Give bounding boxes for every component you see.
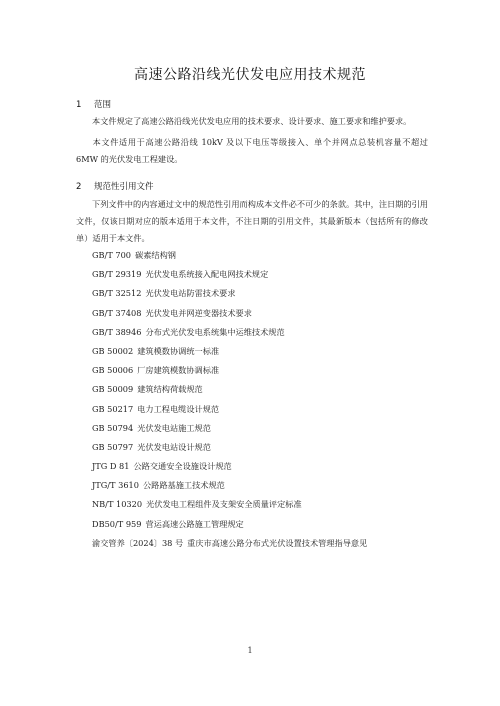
reference-list [92, 246, 367, 553]
list-item [92, 515, 367, 534]
reference-code: GB/T 37408 [92, 307, 142, 318]
reference-name: 光伏发电工程组件及支架安全质量评定标准 [146, 499, 302, 510]
list-item [92, 342, 367, 361]
reference-name: 光伏发电站防雷技术要求 [145, 288, 236, 299]
reference-code: GB/T 38946 [92, 326, 142, 337]
reference-code: GB 50797 [92, 441, 134, 452]
reference-code: GB 50006 [92, 365, 134, 376]
list-item [92, 495, 367, 514]
list-item [92, 457, 367, 476]
reference-name: 公路路基施工技术规范 [142, 480, 225, 491]
list-item [92, 438, 367, 457]
references-intro-paragraph [76, 196, 428, 247]
reference-code: GB/T 32512 [92, 288, 142, 299]
list-item [92, 419, 367, 438]
list-item [92, 265, 367, 284]
scope-paragraph-2 [76, 134, 428, 168]
list-item [92, 534, 367, 553]
reference-name: 分布式光伏发电系统集中运维技术规范 [145, 326, 285, 337]
reference-name: 建筑模数协调统一标准 [137, 345, 220, 356]
reference-name: 公路交通安全设施设计规范 [133, 461, 232, 472]
list-item [92, 246, 367, 265]
reference-name: 光伏发电并网逆变器技术要求 [145, 307, 252, 318]
paragraph-text: 本文件规定了高速公路沿线光伏发电应用的技术要求、设计要求、施工要求和维护要求。 [92, 116, 412, 126]
reference-name: 重庆市高速公路分布式光伏设置技术管理指导意见 [187, 537, 368, 548]
reference-code: GB/T 700 [92, 250, 132, 260]
list-item [92, 304, 367, 323]
reference-name: 电力工程电缆设计规范 [137, 403, 220, 414]
reference-name: 建筑结构荷载规范 [137, 384, 203, 395]
reference-name: 营运高速公路施工管理规定 [145, 518, 244, 529]
reference-code: GB 50794 [92, 422, 134, 433]
list-item [92, 323, 367, 342]
list-item [92, 380, 367, 399]
reference-name: 光伏发电站施工规范 [137, 422, 211, 433]
list-item [92, 400, 367, 419]
reference-code: GB/T 29319 [92, 269, 142, 280]
reference-name: 光伏发电站设计规范 [137, 441, 211, 452]
section-heading-scope [76, 98, 111, 110]
reference-code: DB50/T 959 [92, 518, 142, 529]
scope-paragraph-1 [76, 113, 428, 130]
reference-code: JTG/T 3610 [92, 480, 139, 491]
section-number: 2 [76, 182, 82, 192]
reference-code: GB 50002 [92, 345, 134, 356]
paragraph-text: 本文件适用于高速公路沿线 10kV 及以下电压等级接入、单个并网点总装机容量不超过 6MW 的光伏发电工程建设。 [76, 137, 428, 164]
reference-code: GB 50217 [92, 403, 134, 414]
list-item [92, 361, 367, 380]
reference-name: 厂房建筑模数协调标准 [137, 365, 220, 376]
section-title: 范围 [94, 100, 112, 110]
section-heading-normative-references [76, 180, 154, 192]
reference-code: JTG D 81 [92, 461, 130, 472]
reference-code: NB/T 10320 [92, 499, 143, 510]
reference-name: 光伏发电系统接入配电网技术规定 [145, 269, 269, 280]
section-number: 1 [76, 100, 82, 110]
reference-code: GB 50009 [92, 384, 134, 395]
reference-code: 渝交管养〔2024〕38 号 [92, 537, 184, 548]
page-number: 1 [247, 646, 253, 655]
document-title: 高速公路沿线光伏发电应用技术规范 [134, 67, 366, 83]
list-item [92, 476, 367, 495]
list-item [92, 284, 367, 303]
reference-name: 碳素结构钢 [135, 250, 176, 260]
paragraph-text: 下列文件中的内容通过文中的规范性引用而构成本文件必不可少的条款。其中，注日期的引用文件，仅该日期对应的版本适用于本文件，不注日期的引用文件，其最新版本（包括所有的修改单）适用于本文件。 [76, 199, 428, 243]
section-title: 规范性引用文件 [94, 182, 154, 192]
